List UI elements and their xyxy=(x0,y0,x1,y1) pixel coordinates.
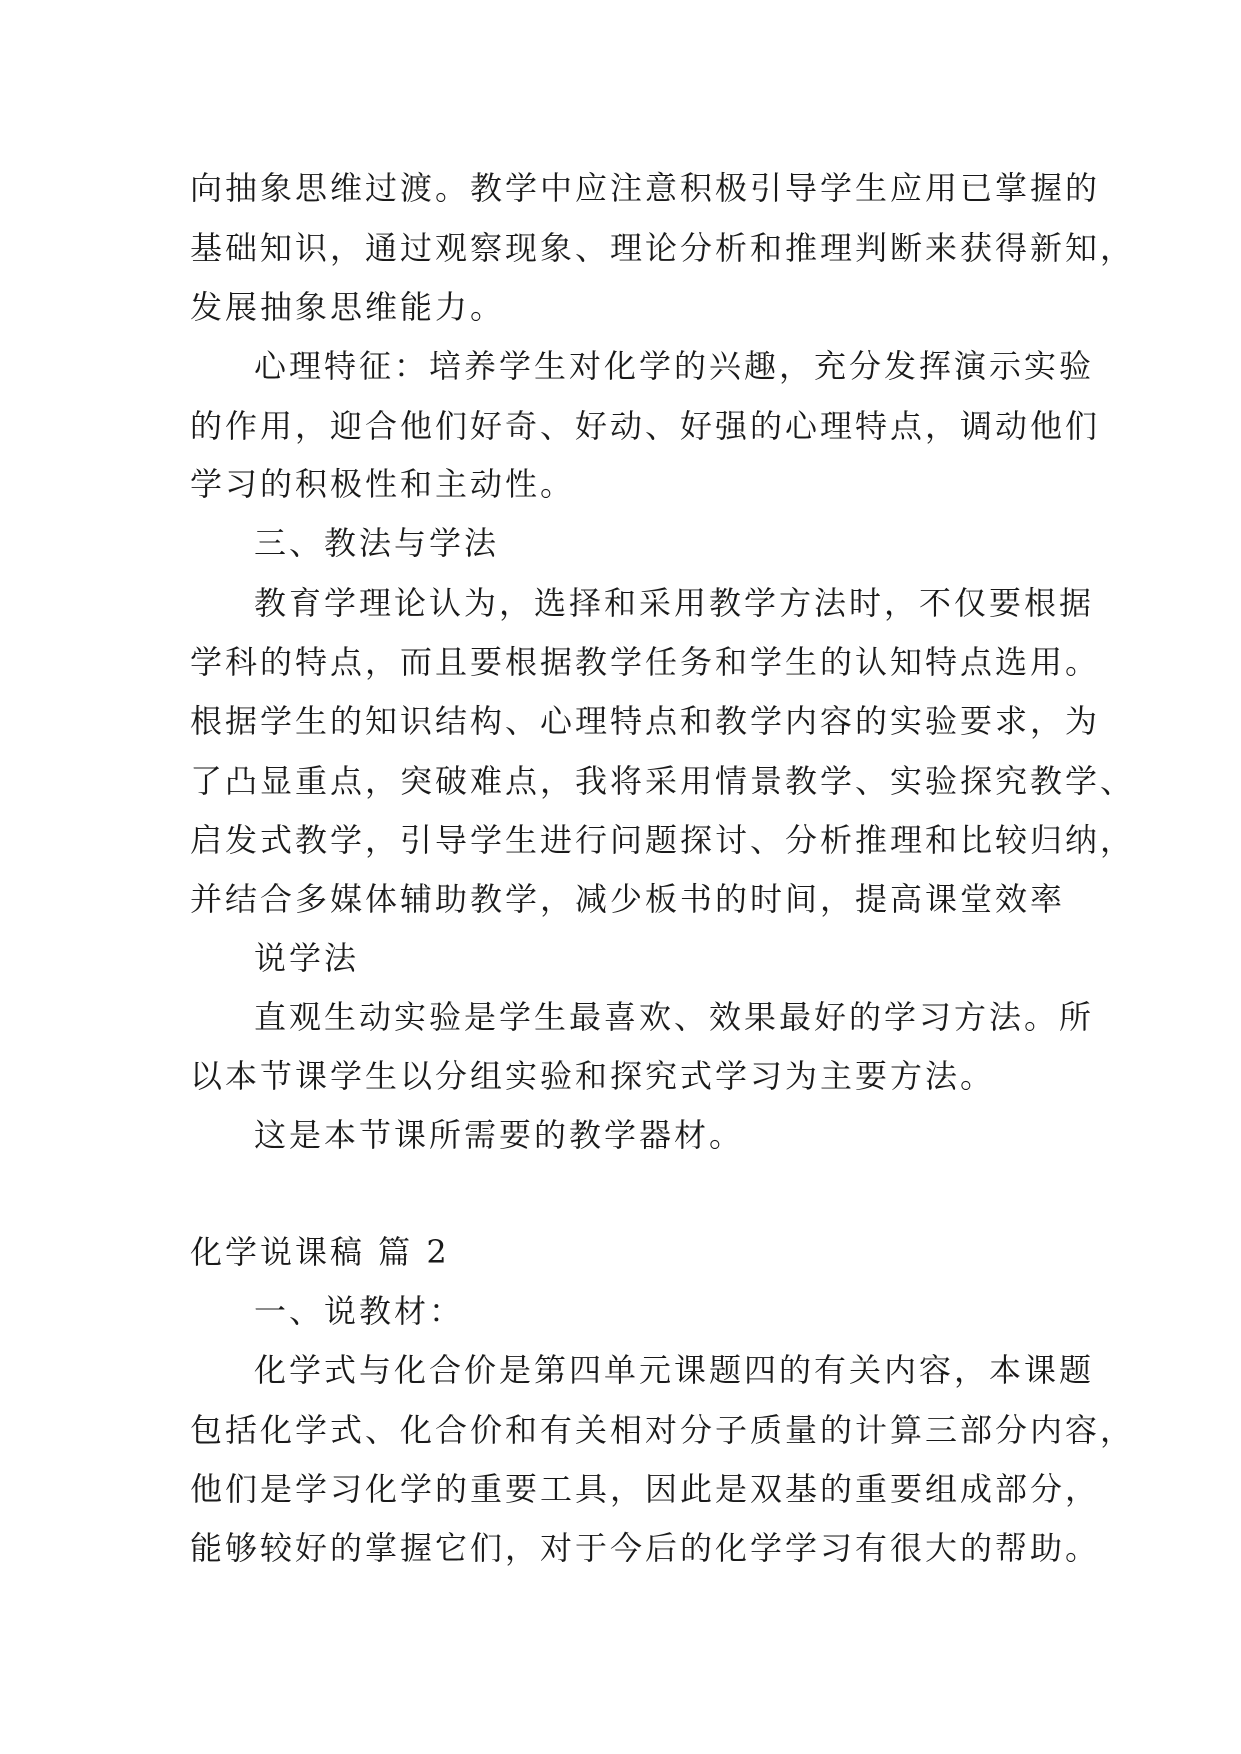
paragraph-psychology-start: 心理特征：培养学生对化学的兴趣，充分发挥演示实验 xyxy=(254,347,1095,385)
text-line: 根据学生的知识结构、心理特点和教学内容的实验要求，为 xyxy=(190,702,1101,740)
text-line: 学科的特点，而且要根据教学任务和学生的认知特点选用。 xyxy=(190,643,1101,681)
text-line: 向抽象思维过渡。教学中应注意积极引导学生应用已掌握的 xyxy=(190,169,1101,207)
text-line: 了凸显重点，突破难点，我将采用情景教学、实验探究教学、 xyxy=(190,762,1136,800)
paragraph-experiment-start: 直观生动实验是学生最喜欢、效果最好的学习方法。所 xyxy=(254,998,1095,1036)
text-line: 包括化学式、化合价和有关相对分子质量的计算三部分内容， xyxy=(190,1411,1136,1449)
text-line: 能够较好的掌握它们，对于今后的化学学习有很大的帮助。 xyxy=(190,1529,1101,1567)
text-line: 并结合多媒体辅助教学，减少板书的时间，提高课堂效率 xyxy=(190,880,1066,918)
text-line: 的作用，迎合他们好奇、好动、好强的心理特点，调动他们 xyxy=(190,407,1101,445)
paragraph-equipment: 这是本节课所需要的教学器材。 xyxy=(254,1116,745,1154)
text-line: 启发式教学，引导学生进行问题探讨、分析推理和比较归纳， xyxy=(190,821,1136,859)
text-line: 发展抽象思维能力。 xyxy=(190,288,506,326)
paragraph-textbook-start: 化学式与化合价是第四单元课题四的有关内容，本课题 xyxy=(254,1351,1095,1389)
paragraph-theory-start: 教育学理论认为，选择和采用教学方法时，不仅要根据 xyxy=(254,584,1095,622)
text-line: 他们是学习化学的重要工具，因此是双基的重要组成部分， xyxy=(190,1470,1101,1508)
section-heading-textbook: 一、说教材： xyxy=(254,1292,465,1330)
text-line: 学习的积极性和主动性。 xyxy=(190,465,576,503)
article-title: 化学说课稿 篇 2 xyxy=(190,1233,450,1271)
section-heading-methods: 三、教法与学法 xyxy=(254,524,500,562)
text-line: 以本节课学生以分组实验和探究式学习为主要方法。 xyxy=(190,1057,996,1095)
subheading-learning-method: 说学法 xyxy=(254,939,360,977)
document-page xyxy=(190,0,1136,1754)
text-line: 基础知识，通过观察现象、理论分析和推理判断来获得新知， xyxy=(190,229,1136,267)
